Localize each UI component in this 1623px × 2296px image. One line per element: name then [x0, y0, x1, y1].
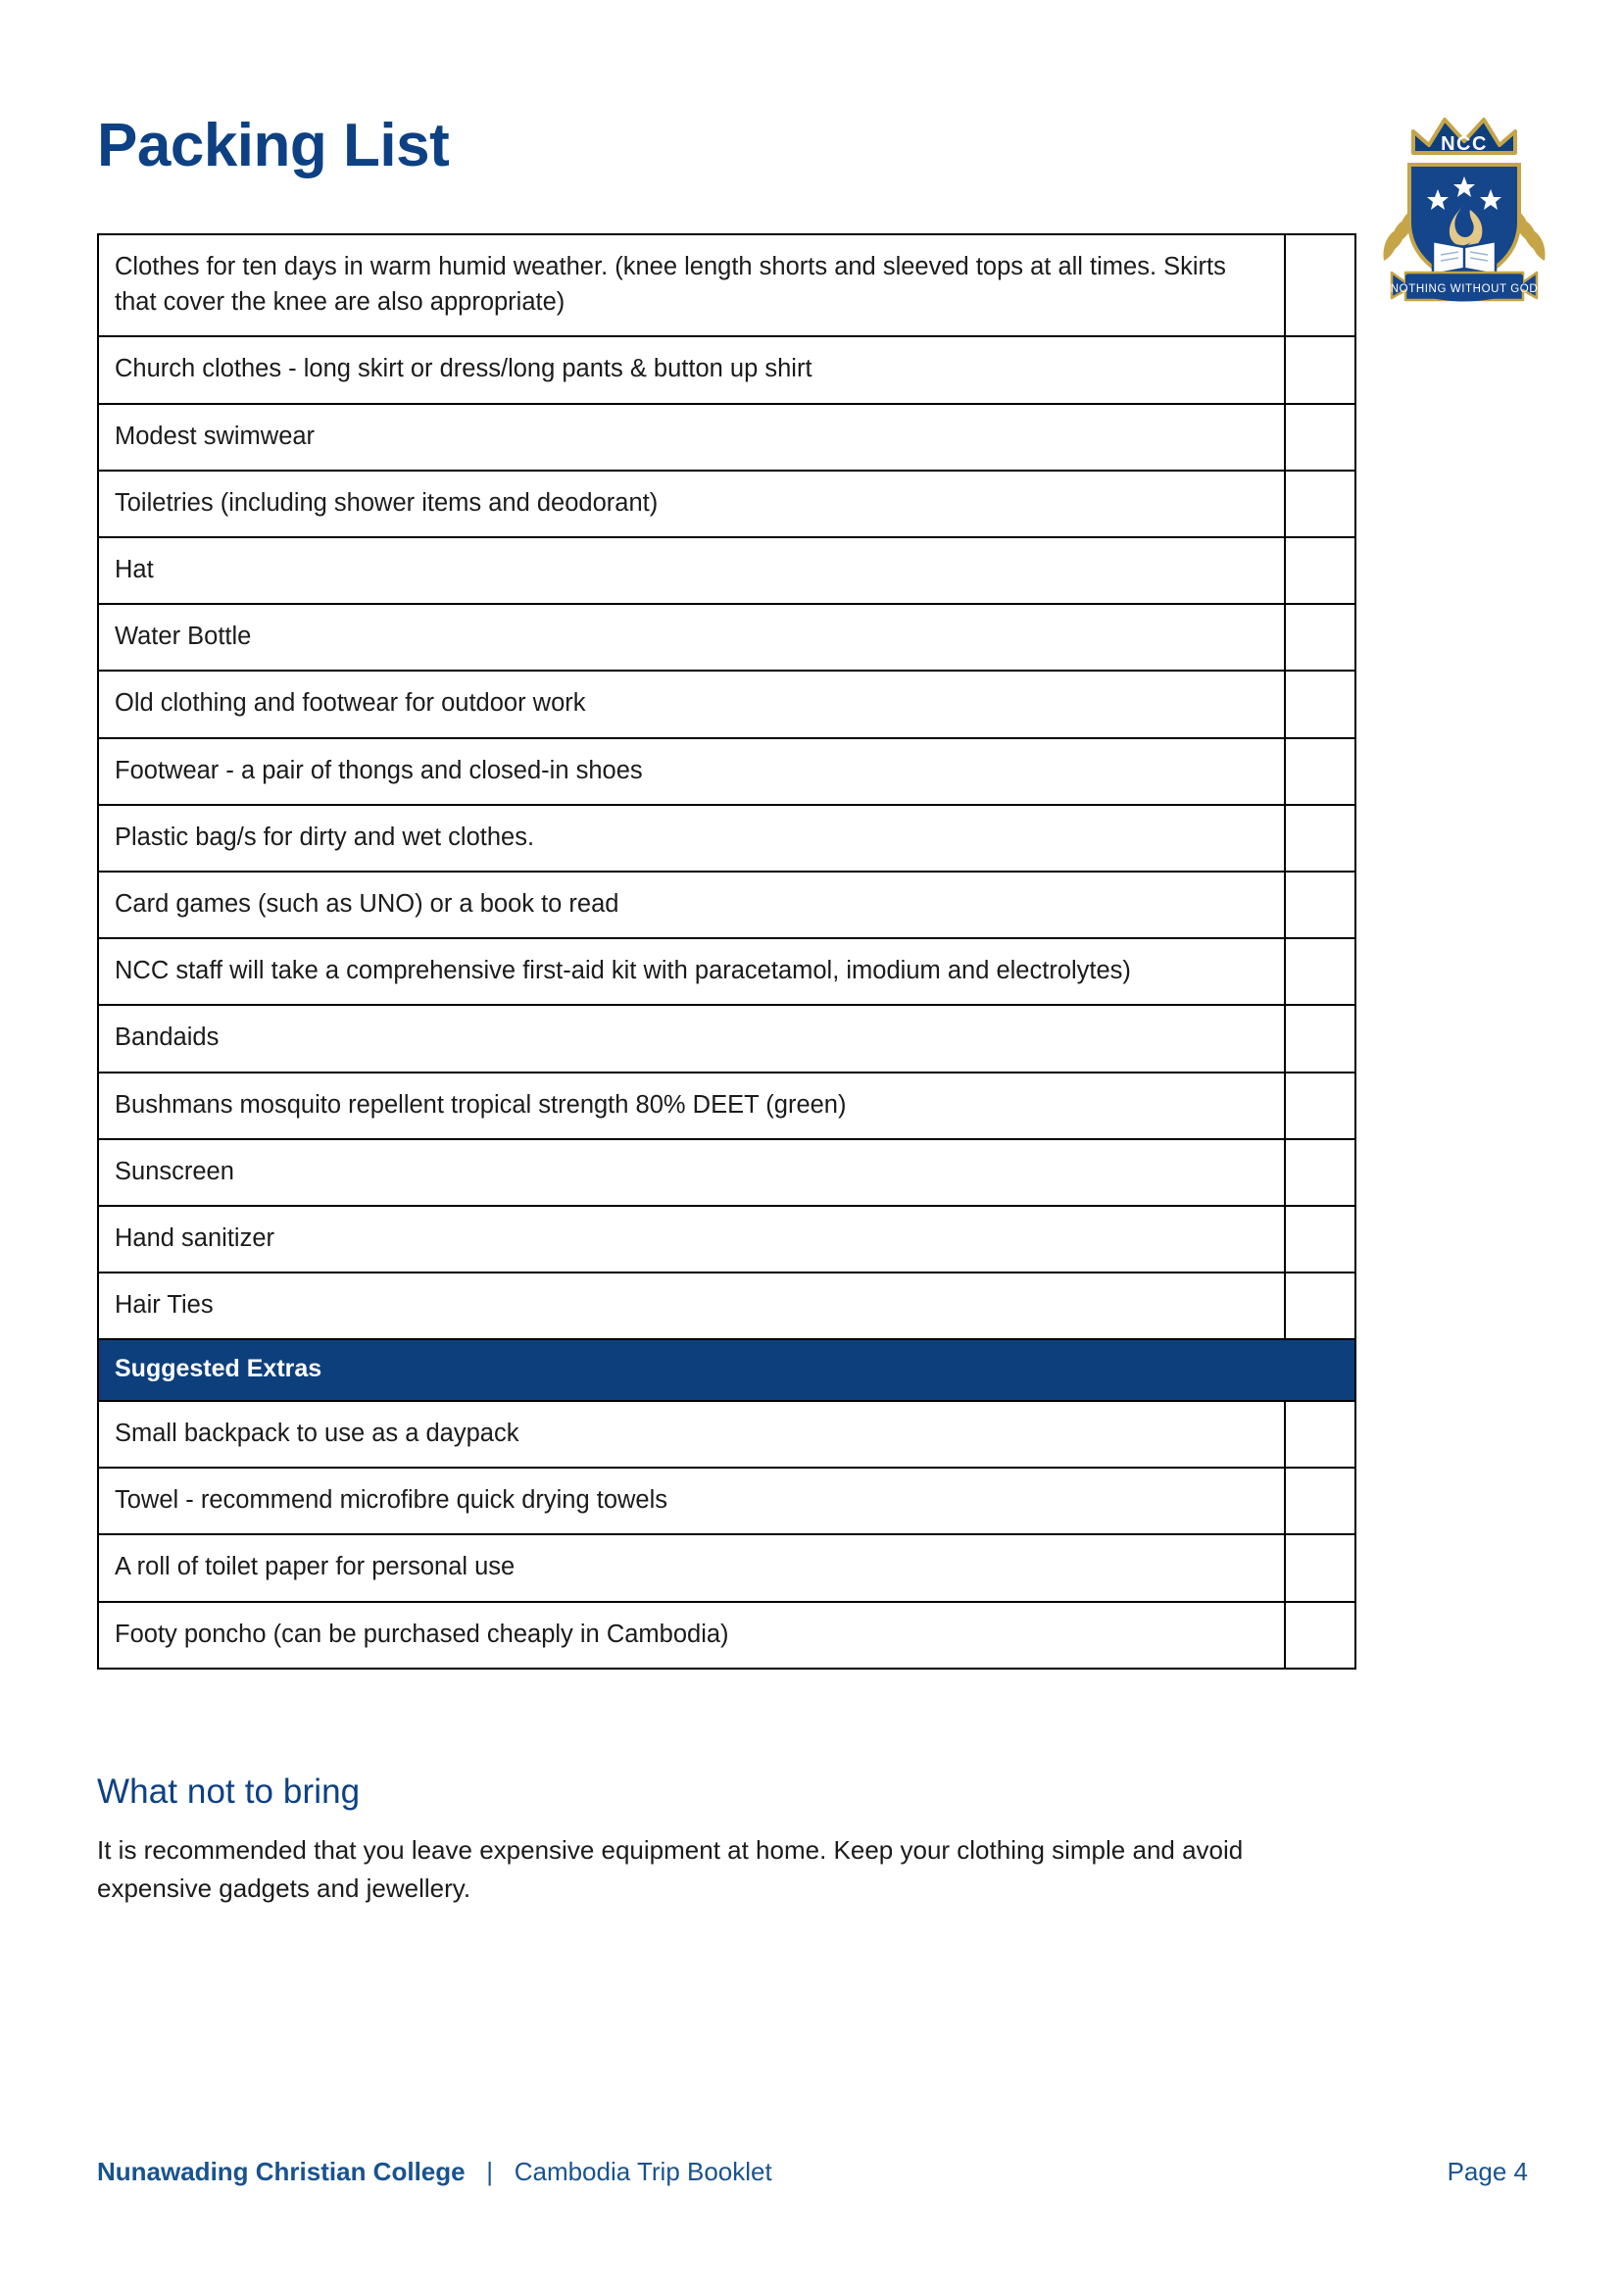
packing-list-table	[97, 233, 1356, 1670]
footer-left-group	[97, 2157, 772, 2187]
what-not-to-bring-paragraph: It is recommended that you leave expensive equipment at home. Keep your clothing simple and avoid expensive gadgets and jewellery.	[97, 1835, 1244, 1903]
packing-item-label: Plastic bag/s for dirty and wet clothes.	[98, 805, 1285, 872]
packing-item-label: Church clothes - long skirt or dress/long pants & button up shirt	[98, 336, 1285, 403]
packing-item-label: Card games (such as UNO) or a book to read	[98, 872, 1285, 938]
open-book-icon	[1433, 241, 1496, 275]
packing-item-checkbox[interactable]	[1285, 872, 1355, 938]
packing-item-checkbox[interactable]	[1285, 1206, 1355, 1273]
packing-item-checkbox[interactable]	[1285, 471, 1355, 537]
footer-school-name: Nunawading Christian College	[97, 2157, 466, 2186]
packing-item-checkbox[interactable]	[1285, 938, 1355, 1005]
table-row	[98, 604, 1355, 671]
packing-item-checkbox[interactable]	[1285, 1602, 1355, 1669]
ncc-crest-logo	[1376, 106, 1552, 307]
table-row	[98, 404, 1355, 471]
table-row	[98, 805, 1355, 872]
table-row	[98, 1602, 1355, 1669]
packing-item-label: Hair Ties	[98, 1273, 1285, 1339]
table-row	[98, 1206, 1355, 1273]
table-row	[98, 471, 1355, 537]
packing-item-checkbox[interactable]	[1285, 1139, 1355, 1206]
packing-item-checkbox[interactable]	[1285, 404, 1355, 471]
table-row	[98, 234, 1355, 336]
packing-item-label: Bushmans mosquito repellent tropical strength 80% DEET (green)	[98, 1073, 1285, 1139]
table-row	[98, 1073, 1355, 1139]
table-row	[98, 1401, 1355, 1468]
packing-item-label: Hat	[98, 537, 1285, 604]
packing-item-label: Bandaids	[98, 1005, 1285, 1072]
table-row	[98, 671, 1355, 737]
footer-separator: |	[465, 2157, 515, 2186]
packing-item-label: Toiletries (including shower items and deodorant)	[98, 471, 1285, 537]
crown-icon	[1413, 120, 1515, 155]
packing-item-label: Sunscreen	[98, 1139, 1285, 1206]
packing-item-label: Footwear - a pair of thongs and closed-in shoes	[98, 738, 1285, 805]
packing-item-label: Small backpack to use as a daypack	[98, 1401, 1285, 1468]
packing-item-label: Modest swimwear	[98, 404, 1285, 471]
packing-item-checkbox[interactable]	[1285, 671, 1355, 737]
motto-text: NOTHING WITHOUT GOD	[1390, 283, 1539, 295]
motto-banner	[1391, 273, 1538, 302]
packing-item-label: Old clothing and footwear for outdoor work	[98, 671, 1285, 737]
section-header-label: Suggested Extras	[98, 1339, 1355, 1401]
table-row	[98, 738, 1355, 805]
packing-item-label: Towel - recommend microfibre quick drying towels	[98, 1468, 1285, 1534]
packing-item-checkbox[interactable]	[1285, 805, 1355, 872]
packing-item-label: A roll of toilet paper for personal use	[98, 1534, 1285, 1601]
table-row	[98, 1139, 1355, 1206]
table-section-header-row	[98, 1339, 1355, 1401]
packing-item-checkbox[interactable]	[1285, 537, 1355, 604]
table-row	[98, 872, 1355, 938]
packing-item-checkbox[interactable]	[1285, 1073, 1355, 1139]
packing-item-label: Hand sanitizer	[98, 1206, 1285, 1273]
footer-booklet-name: Cambodia Trip Booklet	[514, 2157, 772, 2186]
packing-item-checkbox[interactable]	[1285, 336, 1355, 403]
packing-item-label: Footy poncho (can be purchased cheaply in Cambodia)	[98, 1602, 1285, 1669]
table-row	[98, 1468, 1355, 1534]
packing-list-body	[98, 234, 1355, 1669]
packing-item-checkbox[interactable]	[1285, 1401, 1355, 1468]
table-row	[98, 336, 1355, 403]
crown-initials: NCC	[1441, 133, 1488, 155]
packing-item-checkbox[interactable]	[1285, 738, 1355, 805]
table-row	[98, 1005, 1355, 1072]
packing-item-label: NCC staff will take a comprehensive first-aid kit with paracetamol, imodium and electrolytes)	[98, 938, 1285, 1005]
page-title: Packing List	[97, 112, 450, 179]
page-footer	[97, 2157, 1528, 2187]
packing-item-checkbox[interactable]	[1285, 1273, 1355, 1339]
table-row	[98, 1534, 1355, 1601]
packing-item-checkbox[interactable]	[1285, 1468, 1355, 1534]
footer-page-number: Page 4	[1447, 2157, 1528, 2186]
packing-item-checkbox[interactable]	[1285, 604, 1355, 671]
packing-item-checkbox[interactable]	[1285, 1005, 1355, 1072]
packing-item-label: Clothes for ten days in warm humid weather. (knee length shorts and sleeved tops at all times. Skirts that cover the knee are also appropriate)	[98, 234, 1285, 336]
section-heading-what-not-to-bring: What not to bring	[97, 1772, 361, 1811]
packing-item-checkbox[interactable]	[1285, 1534, 1355, 1601]
table-row	[98, 1273, 1355, 1339]
packing-item-checkbox[interactable]	[1285, 234, 1355, 336]
packing-item-label: Water Bottle	[98, 604, 1285, 671]
table-row	[98, 537, 1355, 604]
page-header	[97, 112, 1371, 179]
table-row	[98, 938, 1355, 1005]
